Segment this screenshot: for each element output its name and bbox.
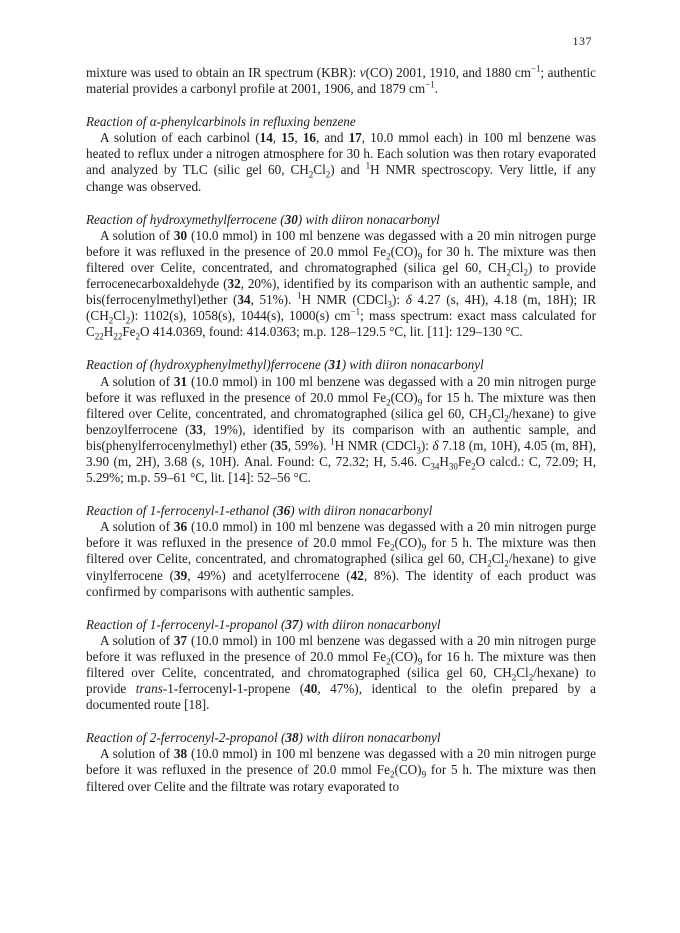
section-paragraph: A solution of 37 (10.0 mmol) in 100 ml benzene was degassed with a 20 min nitrogen purge before it was refluxed in the presence of 20.0 mmol $Fe_2(CO)_9$ for 16 h. The mixture was then filtered over Celite, concentrated, and chromatographed (silica gel 60, $CH_2Cl_2/hexane$) to provide trans-1-ferrocenyl-1-propene (40, 47%), identical to the olefin prepared by a documented route [18]. [86,632,597,713]
section-heading: Reaction of α-phenylcarbinols in refluxing benzene [86,114,356,130]
section-heading: Reaction of 1-ferrocenyl-1-propanol (37) with diiron nonacarbonyl [86,616,441,632]
intro-paragraph: mixture was used to obtain an IR spectrum (KBR): ν(CO) 2001, 1910, and 1880 $cm^{-1}$; authentic material provides a carbonyl profile at 2001, 1906, and 1879 $cm^{-1}$. [86,63,596,97]
section-paragraph: A solution of 38 (10.0 mmol) in 100 ml benzene was degassed with a 20 min nitrogen purge before it was refluxed in the presence of 20.0 mmol $Fe_2(CO)_9$ for 5 h. The mixture was then filtered over Celite and the filtrate was rotary evaporated to [86,746,597,794]
section-heading: Reaction of 2-ferrocenyl-2-propanol (38) with diiron nonacarbonyl [86,730,441,746]
section-ferrocenyl-ethanol [86,503,596,600]
section-paragraph: A solution of each carbinol (14, 15, 16, and 17, 10.0 mmol each) in 100 ml benzene was heated to reflux under a nitrogen atmosphere for 30 h. Each solution was then rotary evaporated and analyzed by TLC (silic gel 60, $CH_2Cl_2$) and $^1$H NMR spectroscopy. Very little, if any change was observed. [86,130,597,194]
section-ferrocenyl-2-propanol [86,730,596,794]
section-hydroxymethylferrocene [86,212,596,341]
section-ferrocenyl-propanol [86,617,596,714]
section-paragraph: A solution of 36 (10.0 mmol) in 100 ml benzene was degassed with a 20 min nitrogen purge before it was refluxed in the presence of 20.0 mmol $Fe_2(CO)_9$ for 5 h. The mixture was then filtered over Celite, concentrated, and chromatographed (silica gel 60, $CH_2Cl_2/hexane$) to give vinylferrocene (39, 49%) and acetylferrocene (42, 8%). The identity of each product was confirmed by comparisons with authentic samples. [86,519,597,599]
article-body [86,65,596,795]
section-heading: Reaction of hydroxymethylferrocene (30) with diiron nonacarbonyl [86,211,440,227]
section-hydroxyphenylmethylferrocene [86,357,596,486]
page-number: 137 [572,34,592,48]
section-paragraph: A solution of 31 (10.0 mmol) in 100 ml benzene was degassed with a 20 min nitrogen purge before it was refluxed in the presence of 20.0 mmol $Fe_2(CO)_9$ for 15 h. The mixture was then filtered over Celite, concentrated, and chromatographed (silica gel 60, $CH_2Cl_2/hexane$) to give benzoylferrocene (33, 19%), identified by its comparison with an authentic sample, and bis(phenylferrocenylmethyl) ether (35, 59%). $^1$H NMR (CDCl$_3$): δ 7.18 (m, 10H), 4.05 (m, 8H), 3.90 (m, 2H), 3.68 (s, 10H). Anal. Found: C, 72.32; H, 5.46. $C_{34}H_{30}Fe_2O$ calcd.: C, 72.09; H, 5.29%; m.p. 59–61 °C, lit. [14]: 52–56 °C. [86,373,597,486]
section-paragraph: A solution of 30 (10.0 mmol) in 100 ml benzene was degassed with a 20 min nitrogen purge before it was refluxed in the presence of 20.0 mmol $Fe_2(CO)_9$ for 30 h. The mixture was then filtered over Celite, concentrated, and chromatographed (silica gel 60, $CH_2Cl_2$) to provide ferrocenecarboxaldehyde (32, 20%), identified by its comparison with an authentic sample, and bis(ferrocenylmethyl)ether (34, 51%). $^1$H NMR (CDCl$_3$): δ 4.27 (s, 4H), 4.18 (m, 18H); IR $(CH_2Cl_2)$: 1102(s), 1058(s), 1044(s), 1000(s) $cm^{-1}$; mass spectrum: exact mass calculated for $C_{22}H_{22}Fe_2O$ 414.0369, found: 414.0363; m.p. 128–129.5 °C, lit. [11]: 129–130 °C. [86,227,597,342]
section-phenylcarbinols [86,114,596,194]
section-heading: Reaction of 1-ferrocenyl-1-ethanol (36) with diiron nonacarbonyl [86,503,433,519]
section-heading: Reaction of (hydroxyphenylmethyl)ferrocene (31) with diiron nonacarbonyl [86,357,484,373]
